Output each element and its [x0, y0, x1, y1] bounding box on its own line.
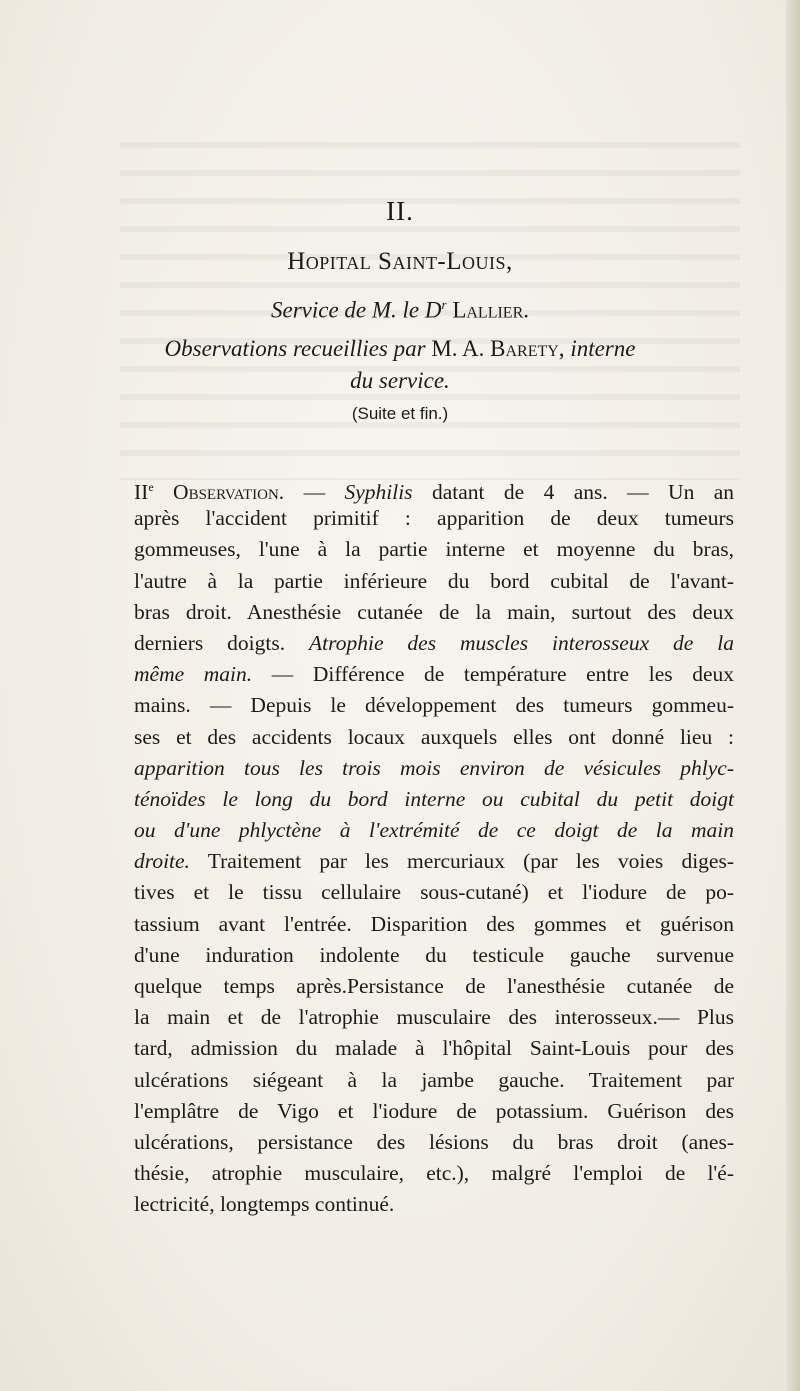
body-line	[134, 690, 734, 721]
obs-line2: du service.	[350, 368, 450, 393]
body-text-segment: quelque temps après.Persistance de l'anesthésie cutanée de	[134, 974, 734, 998]
service-line	[0, 297, 800, 324]
body-line	[134, 1127, 734, 1158]
body-text-segment: Traitement par les mercuriaux (par les voies diges-	[189, 849, 734, 874]
body-line	[134, 784, 734, 815]
body-line	[134, 722, 734, 753]
body-text-segment: après l'accident primitif : apparition de deux tumeurs	[134, 506, 734, 531]
body-line	[134, 628, 734, 659]
body-text-segment: la main et de l'atrophie musculaire des interosseux.— Plus	[134, 1005, 734, 1030]
body-line	[134, 1002, 734, 1033]
body-text-segment: tard, admission du malade à l'hôpital Saint-Louis pour des	[134, 1036, 734, 1061]
section-numeral: II.	[386, 196, 414, 226]
body-text-segment: l'autre à la partie inférieure du bord cubital de l'avant-	[134, 568, 734, 593]
body-line	[134, 971, 734, 1002]
body-text-segment: lectricité, longtemps continué.	[134, 1192, 395, 1217]
body-text-segment: ses et des accidents locaux auxquels elles ont donné lieu :	[134, 724, 734, 749]
body-line	[134, 815, 734, 846]
body-text-segment: l'emplâtre de Vigo et l'iodure de potassium. Guérison des	[134, 1098, 734, 1123]
observations-line	[0, 333, 800, 397]
body-text-segment: thésie, atrophie musculaire, etc.), malgré l'emploi de l'é-	[134, 1161, 734, 1186]
obs-author: M. A. Barety,	[431, 336, 565, 361]
body-line	[134, 1033, 734, 1064]
service-doctor-name: Lallier.	[452, 297, 529, 323]
body-text-segment: bras droit. Anesthésie cutanée de la main, surtout des deux	[134, 599, 734, 624]
body-line	[134, 1096, 734, 1127]
body-text-segment: — Différence de température entre les deux	[252, 662, 734, 687]
body-text-segment: tives et le tissu cellulaire sous-cutané) et l'iodure de po-	[134, 880, 734, 905]
body-text-segment: ténoïdes le long du bord interne ou cubital du petit doigt	[134, 786, 734, 811]
obs-suffix: interne	[570, 336, 636, 361]
body-line	[134, 877, 734, 908]
body-text-segment: ulcérations, persistance des lésions du bras droit (anes-	[134, 1129, 734, 1154]
body-line	[134, 753, 734, 784]
body-text-segment: Observation.	[153, 480, 285, 505]
body-text-segment: derniers doigts.	[134, 630, 310, 655]
body-text-segment: Atrophie des muscles interosseux de la	[309, 630, 734, 655]
body-text-segment: droite.	[134, 849, 190, 874]
body-text-segment: tassium avant l'entrée. Disparition des gommes et guérison	[134, 911, 734, 936]
body-text-segment: II	[134, 480, 149, 505]
body-line	[134, 503, 734, 534]
obs-prefix: Observations recueillies par	[164, 336, 426, 361]
body-line	[134, 940, 734, 971]
body-text-segment: ulcérations siégeant à la jambe gauche. Traitement par	[134, 1067, 734, 1092]
body-line	[134, 566, 734, 597]
body-line	[134, 597, 734, 628]
service-superscript: r	[441, 297, 447, 312]
body-line	[134, 1158, 734, 1189]
observation-body	[134, 472, 734, 1221]
body-text-segment: d'une induration indolente du testicule gauche survenue	[134, 942, 734, 967]
body-line	[134, 1189, 734, 1220]
body-text-segment: ou d'une phlyctène à l'extrémité de ce doigt de la main	[134, 818, 734, 843]
body-line	[134, 846, 734, 877]
body-line	[134, 472, 734, 503]
body-text-segment: mains. — Depuis le développement des tumeurs gommeu-	[134, 693, 734, 718]
body-text-segment: gommeuses, l'une à la partie interne et moyenne du bras,	[134, 537, 734, 562]
body-text-segment: —	[284, 480, 345, 505]
body-text-segment: datant de 4 ans. — Un an	[412, 480, 735, 505]
body-line	[134, 909, 734, 940]
suite-note: (Suite et fin.)	[351, 404, 449, 423]
body-line	[134, 534, 734, 565]
service-prefix: Service de M. le D	[270, 297, 442, 323]
body-text-segment: même main.	[134, 662, 253, 687]
body-line	[134, 1065, 734, 1096]
body-text-segment: Syphilis	[344, 480, 413, 505]
body-text-segment: e	[148, 480, 154, 494]
body-line	[134, 659, 734, 690]
hospital-title: Hopital Saint-Louis,	[287, 248, 513, 275]
body-text-segment: apparition tous les trois mois environ de vésicules phlyc-	[134, 755, 734, 780]
